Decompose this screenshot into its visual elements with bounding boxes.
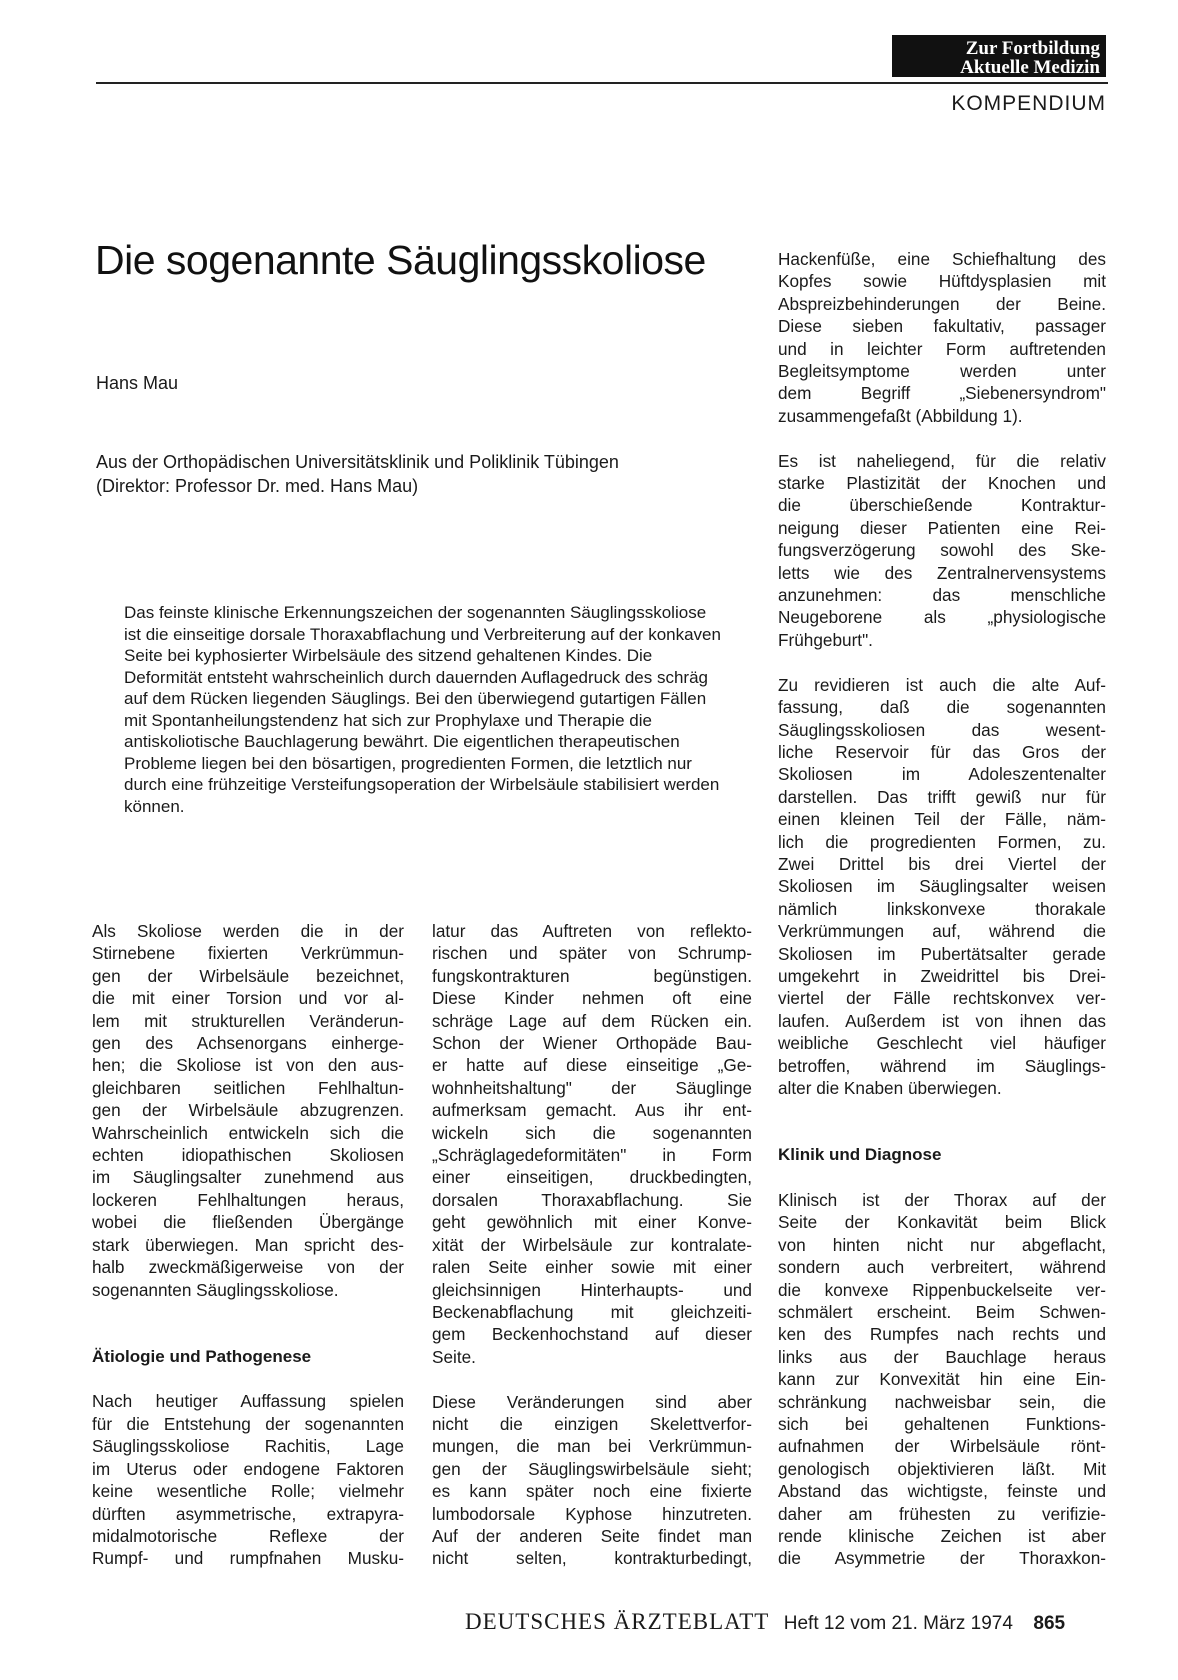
text-line: mungen, die man bei Verkrümmun-: [432, 1436, 752, 1457]
text-line: letts wie des Zentralnervensystems: [778, 562, 1106, 583]
text-line: im Uterus oder endogene Faktoren: [92, 1458, 404, 1479]
text-line: Skoliosen im Pubertätsalter gerade: [778, 943, 1106, 964]
text-line: dorsalen Thoraxabflachung. Sie: [432, 1189, 752, 1210]
section-heading: Klinik und Diagnose: [778, 1145, 942, 1165]
text-line: schmälert erscheint. Beim Schwen-: [778, 1302, 1106, 1323]
affiliation: [96, 450, 736, 498]
text-line: Verkrümmungen auf, während die: [778, 921, 1106, 942]
text-line: es kann später noch eine fixierte: [432, 1481, 752, 1502]
text-line: wobei die fließenden Übergänge: [92, 1212, 404, 1233]
text-line: gen der Wirbelsäule bezeichnet,: [92, 965, 404, 986]
section-heading: Ätiologie und Pathogenese: [92, 1346, 312, 1366]
text-line: Klinisch ist der Thorax auf der: [778, 1189, 1106, 1210]
text-line: schräge Lage auf dem Rücken ein.: [432, 1010, 752, 1031]
text-line: Als Skoliose werden die in der: [92, 921, 404, 941]
text-line: alter die Knaben überwiegen.: [778, 1078, 1002, 1098]
text-line: dürften asymmetrische, extrapyra-: [92, 1503, 404, 1524]
text-line: umgekehrt in Zweidrittel bis Drei-: [778, 965, 1106, 986]
text-line: dem Begriff „Siebenersyndrom": [778, 383, 1106, 404]
text-line: Es ist naheliegend, für die relativ: [778, 450, 1106, 471]
text-line: rende klinische Zeichen ist aber: [778, 1526, 1106, 1547]
text-line: Abstand das wichtigste, feinste und: [778, 1481, 1106, 1502]
text-line: Wahrscheinlich entwickeln sich die: [92, 1122, 404, 1143]
text-line: Beckenabflachung mit gleichzeiti-: [432, 1301, 752, 1322]
text-line: Seite der Konkavität beim Blick: [778, 1212, 1106, 1233]
text-line: Neugeborene als „physiologische: [778, 607, 1106, 628]
text-line: nämlich linkskonvexe thorakale: [778, 898, 1106, 919]
text-line: neigung dieser Patienten eine Rei-: [778, 517, 1106, 538]
issue-info: Heft 12 vom 21. März 1974: [783, 1613, 1013, 1634]
text-line: gem Beckenhochstand auf dieser: [432, 1324, 752, 1345]
text-line: geht gewöhnlich mit einer Konve-: [432, 1212, 752, 1233]
text-line: die mit einer Torsion und vor al-: [92, 988, 404, 1009]
text-line: Rumpf- und rumpfnahen Musku-: [92, 1548, 404, 1569]
paragraph-gap: [92, 1368, 404, 1390]
body-column-2: [432, 920, 752, 1570]
text-line: nicht selten, kontrakturbedingt,: [432, 1548, 752, 1569]
text-line: er hatte auf diese einseitige „Ge-: [432, 1055, 752, 1076]
article-author: Hans Mau: [96, 373, 179, 393]
text-line: aufnahmen der Wirbelsäule rönt-: [778, 1436, 1106, 1457]
text-line: lumbodorsale Kyphose hinzutreten.: [432, 1503, 752, 1524]
text-line: starke Plastizität der Knochen und: [778, 473, 1106, 494]
text-line: Nach heutiger Auffassung spielen: [92, 1391, 404, 1412]
text-line: sogenannten Säuglingsskoliose.: [92, 1279, 339, 1300]
paragraph-gap: [778, 1122, 1106, 1144]
paragraph-gap: [778, 1167, 1106, 1189]
badge-line-2: Aktuelle Medizin: [960, 57, 1100, 78]
text-line: Diese Veränderungen sind aber: [432, 1391, 752, 1412]
text-line: wohnheitshaltung" der Säuglinge: [432, 1077, 752, 1098]
text-line: xität der Wirbelsäule zur kontralate-: [432, 1234, 752, 1255]
text-line: Abspreizbehinderungen der Beine.: [778, 293, 1106, 314]
paragraph-gap: [92, 1301, 404, 1323]
section-badge: [892, 35, 1106, 77]
text-line: gleichsinnigen Hinterhaupts- und: [432, 1279, 752, 1300]
text-line: und in leichter Form auftretenden: [778, 338, 1106, 359]
text-line: Schon der Wiener Orthopäde Bau-: [432, 1033, 752, 1054]
text-line: die konvexe Rippenbuckelseite ver-: [778, 1279, 1106, 1300]
text-line: die Asymmetrie der Thoraxkon-: [778, 1548, 1106, 1569]
text-line: von hinten nicht nur abgeflacht,: [778, 1234, 1106, 1255]
text-line: weibliche Geschlecht viel häufiger: [778, 1033, 1106, 1054]
article-title: Die sogenannte Säuglingsskoliose: [95, 237, 706, 283]
text-line: wickeln sich die sogenannten: [432, 1122, 752, 1143]
text-line: Zwei Drittel bis drei Viertel der: [778, 853, 1106, 874]
text-line: ralen Seite einher sowie mit einer: [432, 1257, 752, 1278]
text-line: lich die progredienten Formen, zu.: [778, 831, 1106, 852]
text-line: die überschießende Kontraktur-: [778, 495, 1106, 516]
body-column-1: [92, 920, 404, 1570]
text-line: viertel der Fälle rechtskonvex ver-: [778, 988, 1106, 1009]
text-line: fungsverzögerung sowohl des Ske-: [778, 540, 1106, 561]
text-line: midalmotorische Reflexe der: [92, 1525, 404, 1546]
text-line: im Säuglingsalter zunehmend aus: [92, 1167, 404, 1188]
text-line: ken des Rumpfes nach rechts und: [778, 1324, 1106, 1345]
badge-line-1: Zur Fortbildung: [965, 38, 1100, 59]
text-line: Seite.: [432, 1346, 476, 1367]
paragraph-gap: [778, 1099, 1106, 1121]
text-line: lem mit strukturellen Veränderun-: [92, 1010, 404, 1031]
text-line: halb zweckmäßigerweise von der: [92, 1257, 404, 1278]
header-rule: [96, 82, 1108, 84]
section-label: KOMPENDIUM: [951, 92, 1106, 115]
text-line: Auf der anderen Seite findet man: [432, 1525, 752, 1546]
text-line: einen kleinen Teil der Fälle, näm-: [778, 809, 1106, 830]
text-line: Säuglingsskoliose Rachitis, Lage: [92, 1436, 404, 1457]
text-line: daher am frühesten zu verifizie-: [778, 1503, 1106, 1524]
text-line: schränkung nachweisbar sein, die: [778, 1391, 1106, 1412]
text-line: laufen. Außerdem ist von ihnen das: [778, 1010, 1106, 1031]
text-line: für die Entstehung der sogenannten: [92, 1413, 404, 1434]
text-line: einer einseitigen, druckbedingten,: [432, 1167, 752, 1188]
paragraph-gap: [432, 1368, 752, 1390]
text-line: fungskontrakturen begünstigen.: [432, 965, 752, 986]
text-line: Stirnebene fixierten Verkrümmun-: [92, 943, 404, 964]
text-line: Diese Kinder nehmen oft eine: [432, 988, 752, 1009]
text-line: Hackenfüße, eine Schiefhaltung des: [778, 249, 1106, 269]
text-line: links aus der Bauchlage heraus: [778, 1346, 1106, 1367]
affiliation-line: (Direktor: Professor Dr. med. Hans Mau): [96, 476, 419, 496]
paragraph-gap: [778, 651, 1106, 673]
journal-name: DEUTSCHES ÄRZTEBLATT: [465, 1609, 770, 1634]
page-number: 865: [1033, 1613, 1066, 1634]
text-line: aufmerksam gemacht. Aus ihr ent-: [432, 1100, 752, 1121]
text-line: gen der Wirbelsäule abzugrenzen.: [92, 1100, 404, 1121]
text-line: gleichbaren seitlichen Fehlhaltun-: [92, 1077, 404, 1098]
text-line: kann zur Konvexität hin eine Ein-: [778, 1369, 1106, 1390]
text-line: sondern auch verbreitert, während: [778, 1257, 1106, 1278]
text-line: keine wesentliche Rolle; vielmehr: [92, 1481, 404, 1502]
text-line: darstellen. Das trifft gewiß nur für: [778, 786, 1106, 807]
text-line: Begleitsymptome werden unter: [778, 361, 1106, 382]
text-line: Skoliosen im Säuglingsalter weisen: [778, 876, 1106, 897]
page-footer: [465, 1609, 1065, 1635]
text-line: gen des Achsenorgans einherge-: [92, 1033, 404, 1054]
text-line: echten idiopathischen Skoliosen: [92, 1145, 404, 1166]
text-line: sich bei gehaltenen Funktions-: [778, 1414, 1106, 1435]
text-line: zusammengefaßt (Abbildung 1).: [778, 405, 1023, 426]
text-line: Zu revidieren ist auch die alte Auf-: [778, 674, 1106, 695]
abstract: Das feinste klinische Erkennungszeichen der sogenannten Säuglingsskoliose ist die einseitige dorsale Thoraxabflachung und Verbreiterung auf der konkaven Seite bei kyphosierter Wirbelsäule des sitzend gehaltenen Kindes. Die Deformität entsteht wahrscheinlich durch dauernden Auflagedruck des schräg auf dem Rücken liegenden Säuglings. Bei den überwiegend gutartigen Fällen mit Spontanheilungstendenz hat sich zur Prophylaxe und Therapie die antiskoliotische Bauchlagerung bewährt. Die eigentlichen therapeutischen Probleme liegen bei den bösartigen, progredienten Formen, die letztlich nur durch eine frühzeitige Versteifungsoperation der Wirbelsäule stabilisiert werden können.: [124, 603, 721, 816]
text-line: Säuglingsskoliosen das wesent-: [778, 719, 1106, 740]
text-line: Frühgeburt".: [778, 629, 873, 650]
text-line: liche Reservoir für das Gros der: [778, 741, 1106, 762]
text-line: anzunehmen: das menschliche: [778, 585, 1106, 606]
text-line: „Schräglagedeformitäten" in Form: [432, 1145, 752, 1166]
text-line: gen der Säuglingswirbelsäule sieht;: [432, 1458, 752, 1479]
text-line: stark überwiegen. Man spricht des-: [92, 1234, 404, 1255]
paragraph-gap: [92, 1323, 404, 1345]
text-line: fassung, daß die sogenannten: [778, 697, 1106, 718]
text-line: rischen und später von Schrump-: [432, 943, 752, 964]
text-line: genologisch objektivieren läßt. Mit: [778, 1458, 1106, 1479]
text-line: Skoliosen im Adoleszentenalter: [778, 764, 1106, 785]
text-line: lockeren Fehlhaltungen heraus,: [92, 1189, 404, 1210]
text-line: hen; die Skoliose ist von den aus-: [92, 1055, 404, 1076]
body-column-3: [778, 248, 1106, 1570]
text-line: Diese sieben fakultativ, passager: [778, 316, 1106, 337]
text-line: nicht die einzigen Skelettverfor-: [432, 1413, 752, 1434]
affiliation-line: Aus der Orthopädischen Universitätsklinik und Poliklinik Tübingen: [96, 452, 619, 472]
text-line: Kopfes sowie Hüftdysplasien mit: [778, 271, 1106, 292]
text-line: latur das Auftreten von reflekto-: [432, 921, 752, 941]
text-line: betroffen, während im Säuglings-: [778, 1055, 1106, 1076]
paragraph-gap: [778, 427, 1106, 449]
